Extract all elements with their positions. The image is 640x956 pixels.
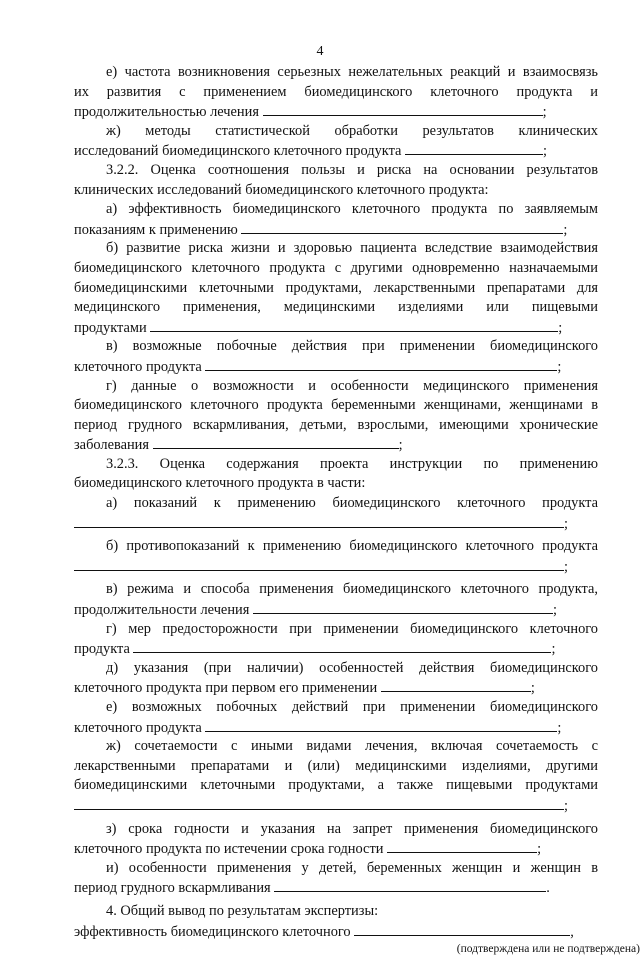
document-line	[74, 396, 598, 416]
line-end-punct: ;	[564, 515, 568, 532]
line-text: лекарственными препаратами и (или) медицинскими изделиями, другими	[74, 757, 598, 774]
line-text: период грудного вскармливания	[74, 880, 271, 897]
line-end-punct: ;	[398, 437, 403, 454]
blank-field[interactable]	[153, 435, 399, 449]
line-text: период грудного вскармливания, детьми, взрослыми, имеющими хронические	[74, 416, 598, 433]
document-line	[74, 455, 598, 475]
document-line	[74, 820, 598, 840]
line-text: е) частота возникновения серьезных нежелательных реакций и взаимосвязь	[106, 64, 598, 80]
document-line	[74, 796, 598, 816]
blank-field[interactable]	[133, 639, 551, 653]
document-line	[74, 181, 598, 201]
line-text: биомедицинского клеточного продукта с другими одновременно назначаемыми	[74, 259, 598, 276]
line-text: ж) методы статистической обработки результатов клинических	[106, 122, 598, 139]
blank-field[interactable]	[263, 102, 543, 116]
document-line	[74, 600, 598, 620]
line-text: клеточного продукта	[74, 719, 202, 736]
document-line	[74, 318, 598, 338]
document-line	[74, 698, 598, 718]
line-text: 3.2.2. Оценка соотношения пользы и риска на основании результатов	[106, 161, 598, 178]
blank-field[interactable]	[241, 220, 563, 234]
blank-field[interactable]	[387, 839, 537, 853]
line-text: 4. Общий вывод по результатам экспертизы:	[106, 902, 379, 919]
document-line	[74, 377, 598, 397]
document-line	[74, 580, 598, 600]
line-text: клеточного продукта при первом его применении	[74, 680, 378, 697]
line-text: биомедицинского клеточного продукта беременными женщинами, женщинами в	[74, 397, 598, 414]
line-text: 3.2.3. Оценка содержания проекта инструкции по применению	[106, 455, 598, 472]
line-end-punct: ;	[564, 558, 568, 575]
line-text: б) противопоказаний к применению биомедицинского клеточного продукта	[106, 538, 598, 555]
line-end-punct: ;	[558, 319, 563, 336]
line-end-punct: .	[546, 880, 550, 897]
blank-field[interactable]	[253, 600, 553, 614]
line-text: г) данные о возможности и особенности медицинского применения	[106, 377, 598, 394]
line-text: биомедицинского клеточного продукта в части:	[74, 475, 366, 492]
line-text: продолжительностью лечения	[74, 104, 259, 121]
blank-field[interactable]	[150, 318, 558, 332]
document-line	[74, 259, 598, 279]
document-line	[74, 279, 598, 299]
line-end-punct: ;	[530, 680, 535, 697]
document-line	[74, 220, 598, 240]
line-text: в) режима и способа применения биомедицинского клеточного продукта,	[106, 581, 598, 598]
document-line	[74, 474, 598, 494]
document-line	[74, 718, 598, 738]
document-line	[74, 63, 598, 83]
line-text: г) мер предосторожности при применении биомедицинского клеточного	[106, 620, 598, 637]
blank-field[interactable]	[354, 922, 570, 936]
line-text: продукта	[74, 641, 130, 658]
document-body	[74, 63, 598, 941]
document-line	[74, 161, 598, 181]
page-number: 4	[316, 44, 324, 59]
line-end-punct: ;	[564, 797, 568, 814]
line-text: биомедицинскими клеточными продуктами, а также пищевыми продуктами	[74, 777, 598, 794]
blank-field[interactable]	[74, 557, 564, 571]
document-line	[74, 514, 598, 534]
line-end-punct: ;	[537, 841, 542, 858]
line-text: заболевания	[74, 437, 149, 454]
line-text: е) возможных побочных действий при применении биомедицинского	[106, 699, 598, 715]
line-text: а) эффективность биомедицинского клеточного продукта по заявляемым	[106, 201, 598, 218]
document-line	[74, 757, 598, 777]
document-line	[74, 737, 598, 757]
line-text: продуктами	[74, 319, 147, 336]
line-text: показаниям к применению	[74, 221, 238, 238]
line-end-punct: ;	[551, 641, 556, 658]
document-line	[74, 678, 598, 698]
line-text: исследований биомедицинского клеточного продукта	[74, 143, 402, 160]
line-text: продолжительности лечения	[74, 602, 250, 619]
line-text: клеточного продукта по истечении срока годности	[74, 841, 384, 858]
document-line	[74, 357, 598, 377]
line-end-punct: ;	[543, 143, 548, 160]
blank-field[interactable]	[274, 878, 546, 892]
line-end-punct: ;	[557, 358, 562, 375]
line-text: б) развитие риска жизни и здоровью пациента вследствие взаимодействия	[106, 240, 598, 257]
blank-field[interactable]	[205, 718, 557, 732]
blank-field[interactable]	[205, 357, 557, 371]
line-end-punct: ;	[557, 719, 562, 736]
document-line	[74, 102, 598, 122]
blank-field[interactable]	[405, 141, 543, 155]
blank-field[interactable]	[74, 514, 564, 528]
line-text: клинических исследований биомедицинского клеточного продукта:	[74, 181, 489, 198]
line-end-punct: ,	[570, 923, 574, 940]
line-text: а) показаний к применению биомедицинского клеточного продукта	[106, 495, 598, 512]
document-line	[74, 859, 598, 879]
document-line	[74, 337, 598, 357]
document-line	[74, 878, 598, 898]
document-line	[74, 839, 598, 859]
line-text: клеточного продукта	[74, 358, 202, 375]
line-text: их развития с применением биомедицинского клеточного продукта и	[74, 83, 598, 100]
line-end-punct: ;	[552, 602, 557, 619]
field-caption: (подтверждена или не подтверждена)	[456, 943, 640, 955]
document-line	[74, 416, 598, 436]
line-text: биомедицинскими клеточными продуктами, лекарственными препаратами для	[74, 279, 598, 296]
document-line	[74, 537, 598, 557]
document-line	[74, 200, 598, 220]
document-line	[74, 494, 598, 514]
line-text: в) возможные побочные действия при применении биомедицинского	[106, 338, 598, 355]
document-line	[74, 659, 598, 679]
document-line	[74, 141, 598, 161]
document-line	[74, 122, 598, 142]
document-line	[74, 639, 598, 659]
blank-field[interactable]	[381, 678, 531, 692]
line-text: з) срока годности и указания на запрет применения биомедицинского	[106, 820, 598, 837]
line-text: и) особенности применения у детей, беременных женщин и женщин в	[106, 859, 598, 876]
document-line	[74, 83, 598, 103]
blank-field[interactable]	[74, 796, 564, 810]
document-line	[74, 557, 598, 577]
line-end-punct: ;	[563, 221, 568, 238]
document-line	[74, 620, 598, 640]
document-line	[74, 776, 598, 796]
document-line	[74, 239, 598, 259]
document-line	[74, 298, 598, 318]
line-text: медицинского применения, медицинскими изделиями или пищевыми	[74, 299, 598, 316]
line-text: эффективность биомедицинского клеточного	[74, 923, 351, 940]
document-line	[74, 435, 598, 455]
line-text: ж) сочетаемости с иными видами лечения, включая сочетаемость с	[106, 738, 598, 755]
line-end-punct: ;	[542, 104, 547, 121]
document-line	[74, 922, 598, 942]
line-text: д) указания (при наличии) особенностей действия биомедицинского	[106, 659, 598, 676]
